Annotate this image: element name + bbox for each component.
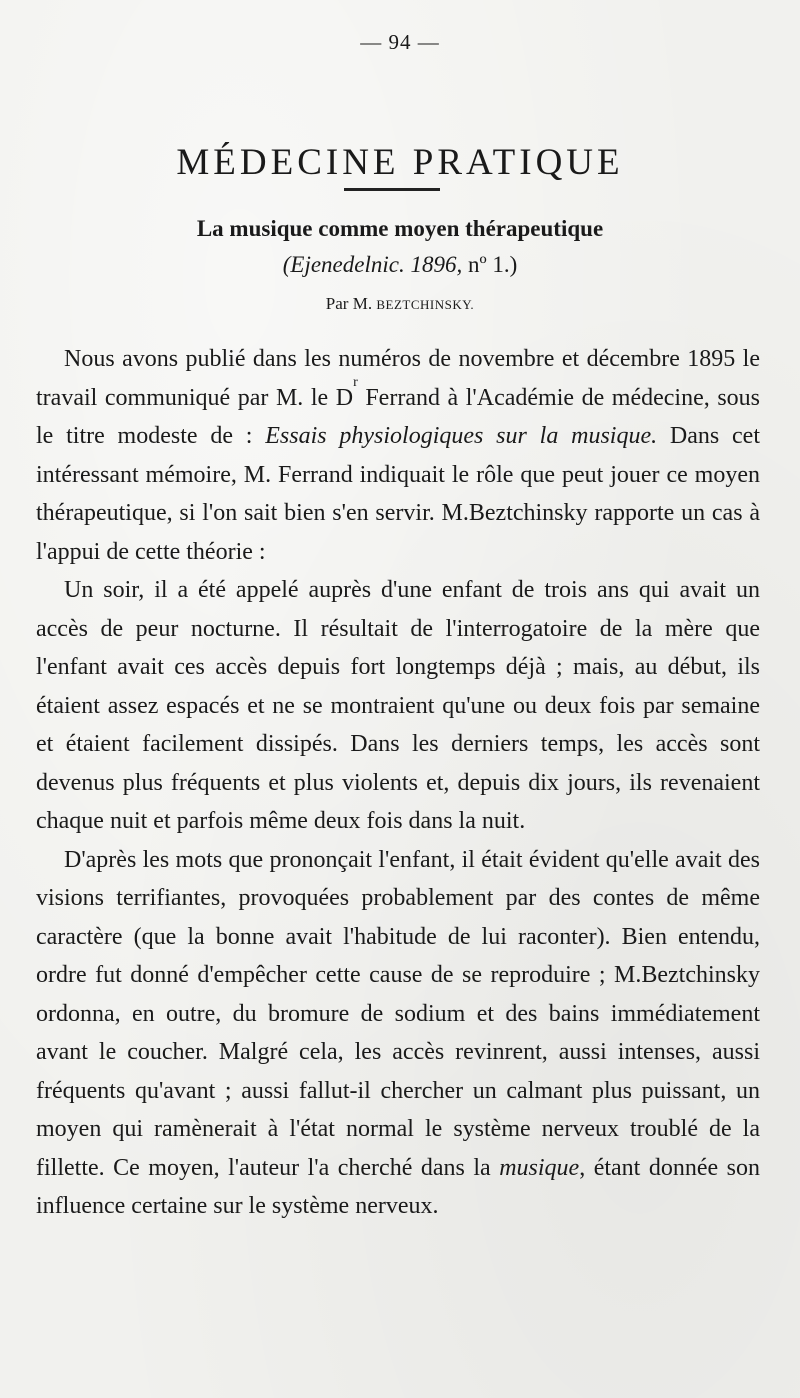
paragraph-1: [36, 340, 760, 571]
paragraph-1-text-c: Dans cet intéressant mémoire, M. Ferrand indiquait le rôle que peut jouer ce moyen thérapeutique, si l'on sait bien s'en servir. M.Beztchinsky rapporte un cas à l'appui de cette théorie :: [36, 423, 760, 565]
article-body: [36, 340, 760, 1226]
paragraph-2: Un soir, il a été appelé auprès d'une enfant de trois ans qui avait un accès de peur nocturne. Il résultait de l'interrogatoire de la mère que l'enfant avait ces accès depuis fort longtemps déjà ; mais, au début, ils étaient assez espacés et ne se montraient qu'une ou deux fois par semaine et étaient facilement dissipés. Dans les derniers temps, les accès sont devenus plus fréquents et plus violents et, depuis dix jours, ils revenaient chaque nuit et parfois même deux fois dans la nuit.: [36, 577, 760, 834]
doctor-superscript: r: [353, 374, 358, 390]
source-journal: (Ejenedelnic. 1896,: [282, 252, 463, 277]
author-prefix: Par M.: [325, 294, 377, 313]
section-title: MÉDECINE PRATIQUE: [176, 141, 624, 183]
paragraph-1-text-a: Nous avons publié dans les numéros de novembre et décembre 1895 le travail communiqué par M. le D: [36, 346, 760, 411]
author-name: BEZTCHINSKY.: [376, 297, 475, 312]
cited-work-title: Essais physiologiques sur la musique.: [265, 423, 658, 449]
article-title: La musique comme moyen thérapeutique: [196, 216, 604, 241]
paragraph-3: [36, 841, 760, 1226]
emphasized-word: musique: [499, 1154, 580, 1181]
page-number: — 94 —: [360, 30, 440, 54]
paragraph-3-text-b: , étant donnée son influence certaine sur le système nerveux.: [36, 1154, 760, 1219]
article-author: [0, 294, 790, 314]
title-divider: [344, 188, 440, 191]
paragraph-1-text-b: Ferrand à l'Académie de médecine, sous le titre modeste de :: [36, 384, 761, 449]
paragraph-3-text-a: D'après les mots que prononçait l'enfant, il était évident qu'elle avait des visions terrifiantes, provoquées probablement par des contes de même caractère (que la bonne avait l'habitude de lui raconter). Bien entendu, ordre fut donné d'empêcher cette cause de se reproduire ; M.Beztchinsky ordonna, en outre, du bromure de sodium et des bains immédiatement avant le coucher. Malgré cela, les accès revinrent, aussi intenses, aussi fréquents qu'avant ; aussi fallut-il chercher un calmant plus puissant, un moyen qui ramènerait à l'état normal le système nerveux troublé de la fillette. Ce moyen, l'auteur l'a cherché dans la: [36, 846, 760, 1181]
source-issue: nº 1.): [462, 252, 518, 277]
article-source: [0, 252, 800, 278]
